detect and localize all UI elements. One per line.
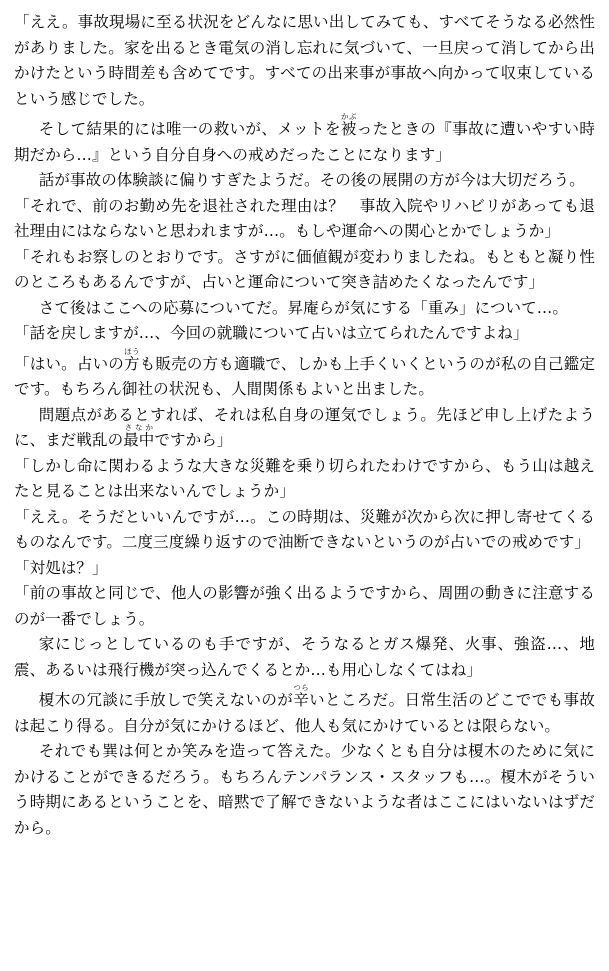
paragraph-2-text-before: そして結果的には唯一の救いが、メットを — [38, 120, 341, 138]
paragraph-9 — [14, 403, 595, 454]
paragraph-16: それでも巽は何とか笑みを造って答えた。少なくとも自分は榎木のために気にかけることができるだろう。もちろんテンパランス・スタッフも…。榎木がそういう時期にあるということを、暗黙で了解できないような者はここにはいないはずだから。 — [14, 742, 595, 837]
paragraph-9-text-before: 問題点があるとすれば、それは私自身の運気でしょう。先ほど申し上げたように、まだ戦乱の — [14, 405, 595, 449]
paragraph-2 — [14, 112, 595, 168]
paragraph-7: 「話を戻しますが…、今回の就職について占いは立てられたんですよね」 — [14, 324, 529, 342]
paragraph-14: 家にじっとしているのも手ですが、そうなるとガス爆発、火事、強盗…、地震、あるいは飛行機が突っ込んでくるとか…も用心しなくてはね」 — [14, 635, 595, 679]
paragraph-15-text-before: 榎木の冗談に手放しで笑えないのが — [38, 691, 294, 709]
paragraph-1: 「ええ。事故現場に至る状況をどんなに思い出してみても、すべてそうなる必然性がありました。家を出るとき電気の消し忘れに気づいて、一旦戻って消してから出かけたという時間差も含めてです。すべての出来事が事故へ向かって収束しているという感じでした。 — [14, 13, 595, 108]
ruby-base: 方 — [124, 354, 140, 373]
ruby-sanaka — [123, 423, 155, 449]
ruby-base: 被 — [340, 120, 357, 138]
paragraph-8-text-after: も販売の方も適職で、しかも上手くいくというのが私の自己鑑定です。もちろん御社の状況も、人間関係もよいと出ました。 — [14, 354, 595, 398]
paragraph-3: 話が事故の体験談に偏りすぎたようだ。その後の展開の方が今は大切だろう。 — [38, 171, 585, 189]
paragraph-8 — [14, 347, 595, 403]
ruby-kaburu — [340, 112, 357, 138]
ruby-tsurai — [293, 683, 310, 709]
paragraph-9-text-after: ですから」 — [154, 431, 233, 449]
ruby-text: つら — [293, 683, 309, 692]
paragraph-15 — [14, 683, 595, 739]
paragraph-13: 「前の事故と同じで、他人の影響が強く出るようですから、周囲の動きに注意するのが一番でしょう。 — [14, 584, 595, 628]
paragraph-12: 「対処は？」 — [14, 558, 108, 577]
paragraph-8-text-before: 「はい。占いの — [14, 354, 124, 373]
ruby-hou — [124, 346, 140, 373]
ruby-base: 最中 — [123, 431, 155, 449]
paragraph-11: 「ええ。そうだといいんですが…。この時期は、災難が次から次に押し寄せてくるものなんです。二度三度繰り返すので油断できないというのが占いでの戒めです」 — [14, 507, 595, 551]
ruby-text: さなか — [123, 423, 155, 432]
paragraph-5: 「それもお察しのとおりです。さすがに価値観が変わりましたね。もともと凝り性のところもあるんですが、占いと運命について突き詰めたくなったんです」 — [14, 247, 595, 291]
paragraph-4: 「それで、前のお勤め先を退社された理由は？ 事故入院やリハビリがあっても退社理由にはならないと思われますが…。もしや運命への関心とかでしょうか」 — [14, 196, 595, 240]
ruby-text: ほう — [124, 346, 140, 356]
paragraph-15-text-after: いところだ。日常生活のどこででも事故は起こり得る。自分が気にかけるほど、他人も気にかけているとは限らない。 — [14, 691, 595, 735]
paragraph-10: 「しかし命に関わるような大きな災難を乗り切られたわけですから、もう山は越えたと見ることは出来ないんでしょうか」 — [14, 456, 595, 500]
paragraph-6: さて後はここへの応募についてだ。昇庵らが気にする「重み」について…。 — [38, 298, 568, 317]
ruby-text: かぶ — [340, 112, 357, 121]
paragraph-2-text-after: ったときの『事故に遭いやすい時期だから…』という自分自身への戒めだったことになります」 — [14, 120, 595, 164]
ruby-base: 辛 — [293, 691, 310, 709]
